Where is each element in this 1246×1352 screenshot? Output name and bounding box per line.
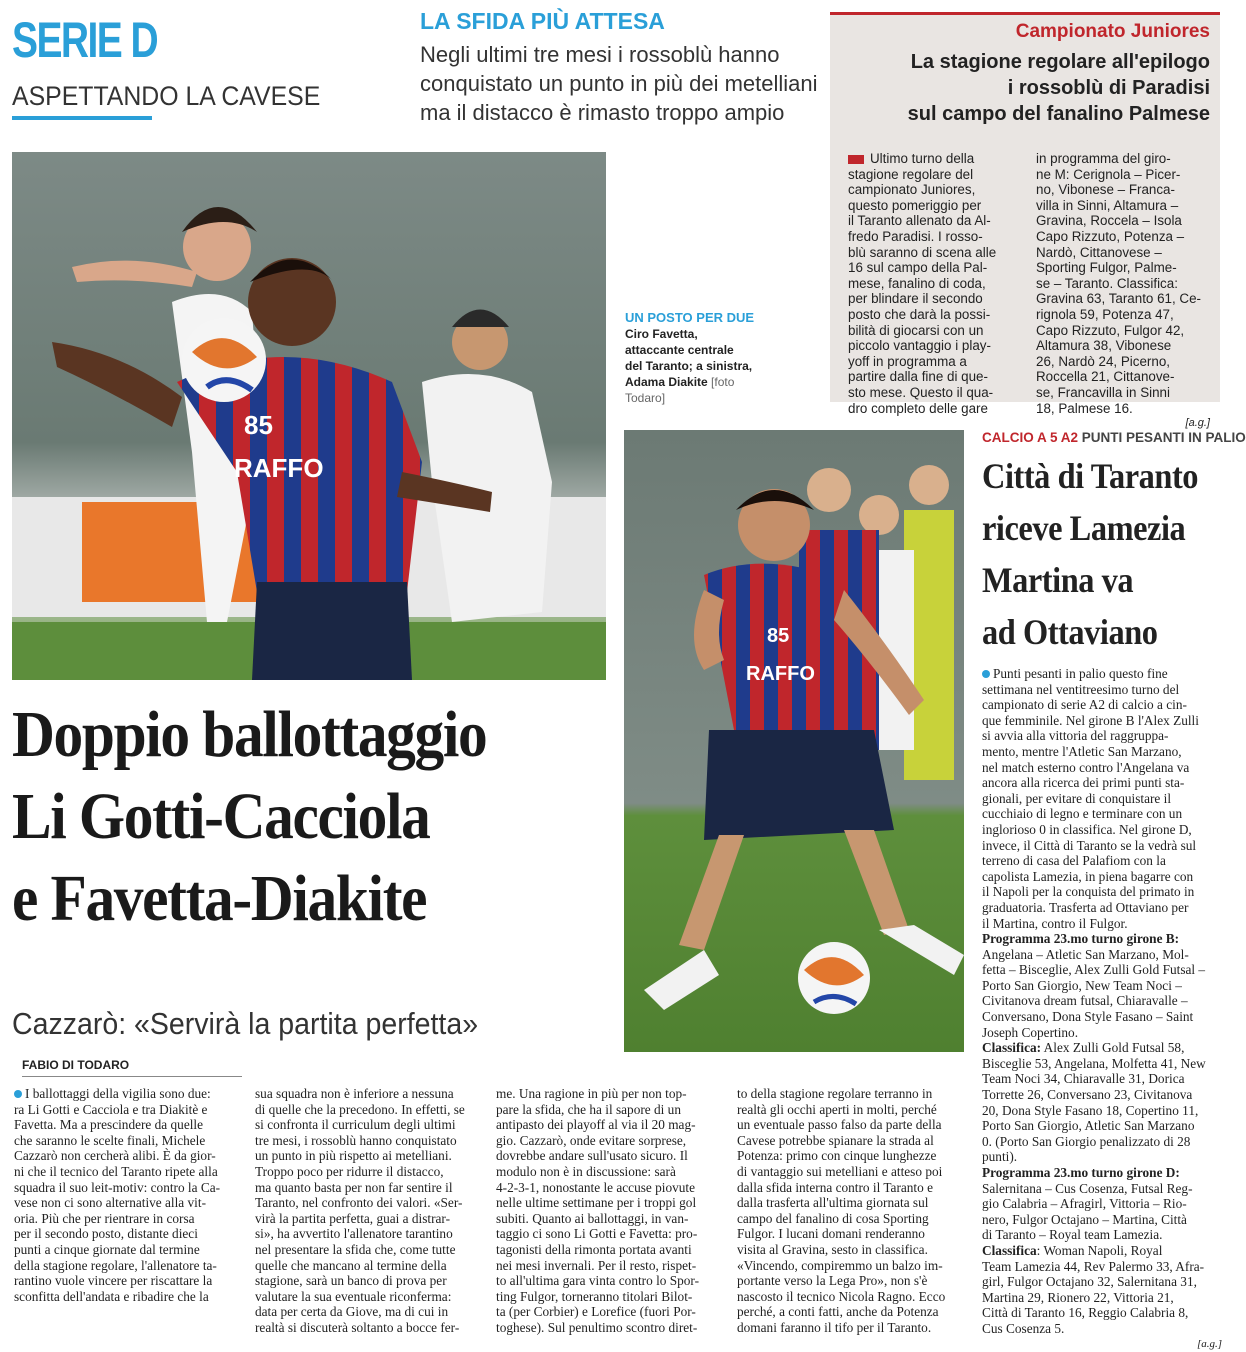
text-line: pare la sfida, che ha il sapore di un [496,1101,681,1117]
juniores-col-1 [848,151,1022,432]
text-line: ta (per Corbier) e Lorefice (fuori Por- [496,1304,696,1320]
text-line: di vantaggio sui metelliani e atteso poi [737,1163,943,1179]
text-line: bilità di giocarsi con un [848,322,984,338]
section-divider [12,116,152,120]
text-line: Gravina, Roccela – Isola [1036,213,1182,229]
text-line: dovrebbe andare sull'usato sicuro. Il [496,1148,688,1164]
text-line: realtà si discuterà soltanto a bocce fer- [255,1319,460,1335]
caption-credit: Todaro] [625,391,666,405]
kit-sponsor: RAFFO [234,453,324,483]
text-line: ne M: Cerignola – Picer- [1036,166,1181,182]
text-line: domani faranno il tifo per il Taranto. [737,1319,932,1335]
text-line: Salernitana – Cus Cosenza, Futsal Reg- [982,1180,1193,1196]
text-line: to all'ultima gara vinta contro lo Spor- [496,1273,700,1289]
juniores-title-line: i rossoblù di Paradisi [1007,77,1210,99]
text-line: nel match esterno contro l'Angelana va [982,759,1190,775]
text-line-content: : Woman Napoli, Royal [1036,1242,1163,1258]
text-line: Joseph Copertino. [982,1024,1079,1040]
text-line: modulo non è in discussione: sarà [496,1163,676,1179]
main-headline [12,694,612,940]
main-article-body [14,1086,966,1336]
text-line: mese, fanalino di coda, [848,275,986,291]
text-line: quelle che mancano al termine della [255,1257,447,1273]
text-line: Fulgor. I lucani domani renderanno [737,1226,925,1242]
main-subhead: Cazzarò: «Servirà la partita perfetta» [12,1006,479,1041]
text-line: ni che il tecnico del Taranto ripete alla [14,1163,218,1179]
text-line: to della stagione regolare terranno in [737,1086,933,1101]
text-line: ancora alla ricerca dei primi punti sta- [982,775,1185,791]
text-line: Team Lamezia 44, Rev Palermo 33, Afra- [982,1258,1205,1274]
text-line: gio Calabria – Afragirl, Vittoria – Rio- [982,1196,1187,1212]
text-line: realtà gli occhi aperti in molti, perché [737,1101,937,1117]
text-line: nero, Fulgor Octajano – Martina, Città [982,1211,1187,1227]
text-line: il Taranto allenato da Al- [848,213,991,229]
side-article-body [982,666,1222,1352]
text-line: toghese). Sul penultimo scontro diret- [496,1319,698,1335]
bullet-icon [14,1090,22,1098]
photo-favetta-diakite [12,152,606,680]
text-line: Città di Taranto 16, Reggio Calabria 8, [982,1305,1189,1321]
text-line [982,1243,1222,1259]
text-line: che saranno le scelte finali, Michele [14,1132,206,1148]
text-line: si confronta il curriculum degli ultimi [255,1117,456,1133]
text-line: punti). [982,1149,1018,1165]
text-line: 0. (Porto San Giorgio penalizzato di 28 [982,1133,1191,1149]
text-line: Porto San Giorgio, Atletic San Marzano [982,1118,1195,1134]
kit-number: 85 [767,625,790,647]
text-line: dalla trasferta all'ultima giornata sul [737,1195,929,1211]
text-line: fetta – Bisceglie, Alex Zulli Gold Futsal – [982,962,1206,978]
text-line: terreno di casa del Palafiom con la [982,853,1166,869]
section-label: Classifica: [982,1040,1042,1056]
text-line: ting Fulgor, torneranno titolari Bilot- [496,1288,693,1304]
text-line: Cazzarò non cercherà alibi. È da gior- [14,1148,216,1164]
text-line: ma quanto basta per non far sentire il [255,1179,453,1195]
text-line: gionali, per evitare di conquistare il [982,790,1172,806]
text-line: Torrette 26, Conversano 23, Civitanova [982,1087,1193,1103]
text-line: posto che darà la possi- [848,306,991,322]
text-line: graduatoria. Trasferta ad Ottaviano per [982,899,1189,915]
text-line: settimana nel ventitreesimo turno del [982,681,1180,697]
text-line: per il secondo posto, distante dieci [14,1226,198,1242]
text-line: campionato Juniores, [848,182,976,198]
text-line: Bisceglie 53, Angelana, Molfetta 41, New [982,1055,1206,1071]
photo-illustration [624,430,964,1052]
text-line: della stagione regolare, l'allenatore ta- [14,1257,217,1273]
text-line [982,1165,1222,1181]
side-headline-line: Città di Taranto [982,456,1199,496]
text-line: si», ha avvertito l'allenatore tarantino [255,1226,453,1242]
photo-caption [625,310,820,406]
text-line: Team Noci 34, Chiaravalle 31, Dorica [982,1071,1185,1087]
section-title: SERIE D [12,12,158,68]
headline-line: Li Gotti-Cacciola [12,780,430,853]
text-line: Nardò, Cittanovese – [1036,244,1162,260]
text-line [848,151,1022,167]
text-line: partire dalla fine di que- [848,369,988,385]
juniores-col-2 [1036,151,1210,432]
text-line: nel presentare la sfida che, come tutte [255,1241,456,1257]
text-line: dalla sfida interna contro il Taranto e [737,1179,933,1195]
text-line: virà la partita perfetta, guai a distrar- [255,1210,451,1226]
caption-line: del Taranto; a sinistra, [625,359,753,373]
side-headline-line: Martina va [982,560,1134,600]
text-line: se – Taranto. Classifica: [1036,275,1178,291]
text-line: 20, Dona Style Fasano 18, Copertino 11, [982,1102,1199,1118]
text-line: oria. Più che per rientrare in corsa [14,1210,195,1226]
side-kicker-topic: PUNTI PESANTI IN PALIO [1081,430,1246,445]
text-line: il Napoli per la conquista del primato in [982,884,1195,900]
text-line: invece, il Città di Taranto se la vedrà sul [982,837,1197,853]
caption-title: UN POSTO PER DUE [625,310,755,325]
text-line: squadra il suo leit-motiv: contro la Ca- [14,1179,221,1195]
side-kicker-section: CALCIO A 5 A2 [982,430,1079,445]
text-line: Angelana – Atletic San Marzano, Mol- [982,946,1189,962]
text-line: Porto San Giorgio, New Team Noci – [982,977,1182,993]
article-column-1 [14,1086,241,1336]
text-line: Capo Rizzuto, Fulgor 42, [1036,322,1185,338]
text-line: Troppo poco per ridurre il distacco, [255,1163,444,1179]
text-line: Capo Rizzuto, Potenza – [1036,228,1185,244]
text-line: Martina 29, Rionero 22, Vittoria 21, [982,1289,1174,1305]
caption-line: attaccante centrale [625,343,734,357]
text-line: questo pomeriggio per [848,197,982,213]
photo-favetta-action [624,430,964,1052]
text-line: 26, Nardò 24, Picerno, [1036,353,1170,369]
text-line: campionato di serie A2 di calcio a cin- [982,697,1187,713]
text-line: per blindare il secondo [848,291,983,307]
text-line: taggio ci sono Li Gotti e Favetta: pro- [496,1226,698,1242]
teaser-line: Negli ultimi tre mesi i rossoblù hanno [420,42,780,67]
signature: [a.g.] [1185,417,1210,430]
caption-credit: [foto [711,375,735,389]
text-line: 16 sul campo della Pal- [848,260,988,276]
text-line [982,666,1222,682]
photo-illustration [12,152,606,680]
side-headline [982,450,1222,658]
teaser-line: ma il distacco è rimasto troppo ampio [420,100,785,125]
teaser-line: conquistato un punto in più dei metelliani [420,71,818,96]
juniores-title-line: La stagione regolare all'epilogo [910,51,1210,73]
text-line: que femminile. Nel girone B l'Alex Zulli [982,712,1199,728]
section-label: Programma 23.mo turno girone B: [982,931,1180,947]
text-line: Favetta. Ma a prescindere da quelle [14,1117,204,1133]
text-line: sconfitta dell'andata e ribadire che la [14,1288,209,1304]
text-line: no, Vibonese – Franca- [1036,182,1175,198]
text-line: yoff in programma a [848,353,967,369]
text-line: sua squadra non è inferiore a nessuna [255,1086,454,1101]
side-headline-line: riceve Lamezia [982,508,1186,548]
teaser-kicker: LA SFIDA PIÙ ATTESA [420,8,665,34]
text-line: capolista Lamezia, in piena bagarre con [982,868,1194,884]
text-line: Altamura 38, Vibonese [1036,338,1172,354]
text-line: Gravina 63, Taranto 61, Ce- [1036,291,1201,307]
text-line: tre mesi, i rossoblù hanno conquistato [255,1132,457,1148]
caption-line: Adama Diakite [625,375,708,389]
text-line: visita al Gravina, sesto in classifica. [737,1241,928,1257]
text-line: un punto in più rispetto ai metelliani. [255,1148,452,1164]
text-line: data per certa da Giove, ma di cui in [255,1304,449,1320]
caption-line: Ciro Favetta, [625,327,698,341]
text-line-content: Ultimo turno della [870,151,975,166]
text-line: fredo Paradisi. I rosso- [848,228,983,244]
text-line: girl, Fulgor Octajano 32, Salernitana 31, [982,1274,1197,1290]
text-line: me. Una ragione in più per non top- [496,1086,687,1101]
headline-line: Doppio ballottaggio [12,698,487,771]
kit-sponsor: RAFFO [746,663,815,685]
text-line [14,1086,241,1102]
article-column-3 [496,1086,723,1336]
text-line: nei mesi invernali. Per il resto, rispet- [496,1257,697,1273]
text-line [982,931,1222,947]
text-line: un eventuale passo falso da parte della [737,1117,942,1133]
text-line: «Vincendo, compiremmo un balzo im- [737,1257,943,1273]
juniores-title-line: sul campo del fanalino Palmese [907,103,1210,125]
text-line-content: Alex Zulli Gold Futsal 58, [1041,1040,1185,1056]
section-label: Programma 23.mo turno girone D: [982,1165,1180,1180]
text-line: tagonisti della rimonta portata avanti [496,1241,692,1257]
teaser-text [420,40,820,127]
text-line: 18, Palmese 16. [1036,400,1133,416]
bullet-icon [982,670,990,678]
text-line: ra Li Gotti e Cacciola e tra Diakitè e [14,1101,208,1117]
text-line: vese non ci sono alternative alla vit- [14,1195,206,1211]
text-line: in programma del giro- [1036,151,1171,166]
text-line: cucchiaio di legno e terminare con un [982,806,1183,822]
text-line: perché, a conti fatti, anche da Potenza [737,1304,939,1320]
text-line: blù saranno di scena alle [848,244,997,260]
text-line-content: Punti pesanti in palio questo fine [993,666,1168,681]
text-line: di Taranto – Royal team Lamezia. [982,1227,1163,1243]
text-line [982,1040,1222,1056]
text-line: Taranto, nel confronto dei valori. «Ser- [255,1195,463,1211]
text-line: Sporting Fulgor, Palme- [1036,260,1177,276]
juniores-title [850,49,1210,127]
kit-number: 85 [244,410,273,440]
text-line: nelle ultime settimane per i troppi gol [496,1195,697,1211]
byline: FABIO DI TODARO [22,1058,242,1077]
text-line: gio. Cazzarò, onde evitare sorprese, [496,1132,687,1148]
text-line: stagione regolare del [848,166,974,182]
text-line: rignola 59, Potenza 47, [1036,306,1174,322]
text-line: il Martina, contro il Fulgor. [982,915,1128,931]
text-line: mento, mentre l'Atletic San Marzano, [982,743,1182,759]
text-line: Roccella 21, Cittanove- [1036,369,1175,385]
side-kicker [982,430,1246,445]
headline-line: e Favetta-Diakite [12,862,427,935]
text-line: Potenza: primo con cinque lunghezze [737,1148,937,1164]
text-line: dro completo delle gare [848,400,988,416]
article-column-4 [737,1086,964,1336]
text-line-content: I ballottaggi della vigilia sono due: [25,1086,211,1101]
section-subtitle: ASPETTANDO LA CAVESE [12,81,321,111]
text-line: sto mese. Questo il qua- [848,384,994,400]
signature: [a.g.] [1196,1337,1222,1350]
text-line: stagione, sarà un banco di prova per [255,1273,447,1289]
text-line: antipasto dei playoff al via il 20 mag- [496,1117,696,1133]
text-line: punti a cinque giornate dal termine [14,1241,200,1257]
juniores-box [830,12,1220,430]
text-line: rantino vuole vincere per riscattare la [14,1273,213,1289]
text-line: si avvia alla vittoria del raggruppa- [982,728,1169,744]
text-line: Conversano, Dona Style Fasano – Saint [982,1009,1194,1025]
text-line: se, Francavilla in Sinni [1036,384,1170,400]
text-line: Civitanova dream futsal, Chiaravalle – [982,993,1188,1009]
text-line: subiti. Quanto ai ballottaggi, in van- [496,1210,689,1226]
text-line: campo del fanalino di cosa Sporting [737,1210,929,1226]
text-line: valutare la sua eventuale riconferma: [255,1288,452,1304]
text-line: di quelle che la precedono. In effetti, se [255,1101,465,1117]
side-headline-line: ad Ottaviano [982,612,1158,652]
bullet-icon [848,155,864,164]
text-line: 4-2-3-1, nonostante le accuse piovute [496,1179,696,1195]
text-line: piccolo vantaggio i play- [848,338,991,354]
section-label: Classifica [982,1242,1037,1258]
text-line: Cus Cosenza 5. [982,1320,1065,1336]
juniores-kicker: Campionato Juniores [1015,21,1210,42]
text-line: Cavese potrebbe spianare la strada al [737,1132,934,1148]
text-line: inglorioso 0 in classifica. Nel girone D, [982,821,1192,837]
article-column-2 [255,1086,482,1336]
text-line: portante verso la Lega Pro», non s'è [737,1273,928,1289]
text-line: villa in Sinni, Altamura – [1036,197,1179,213]
text-line: nascosto il tecnico Nicola Ragno. Ecco [737,1288,946,1304]
